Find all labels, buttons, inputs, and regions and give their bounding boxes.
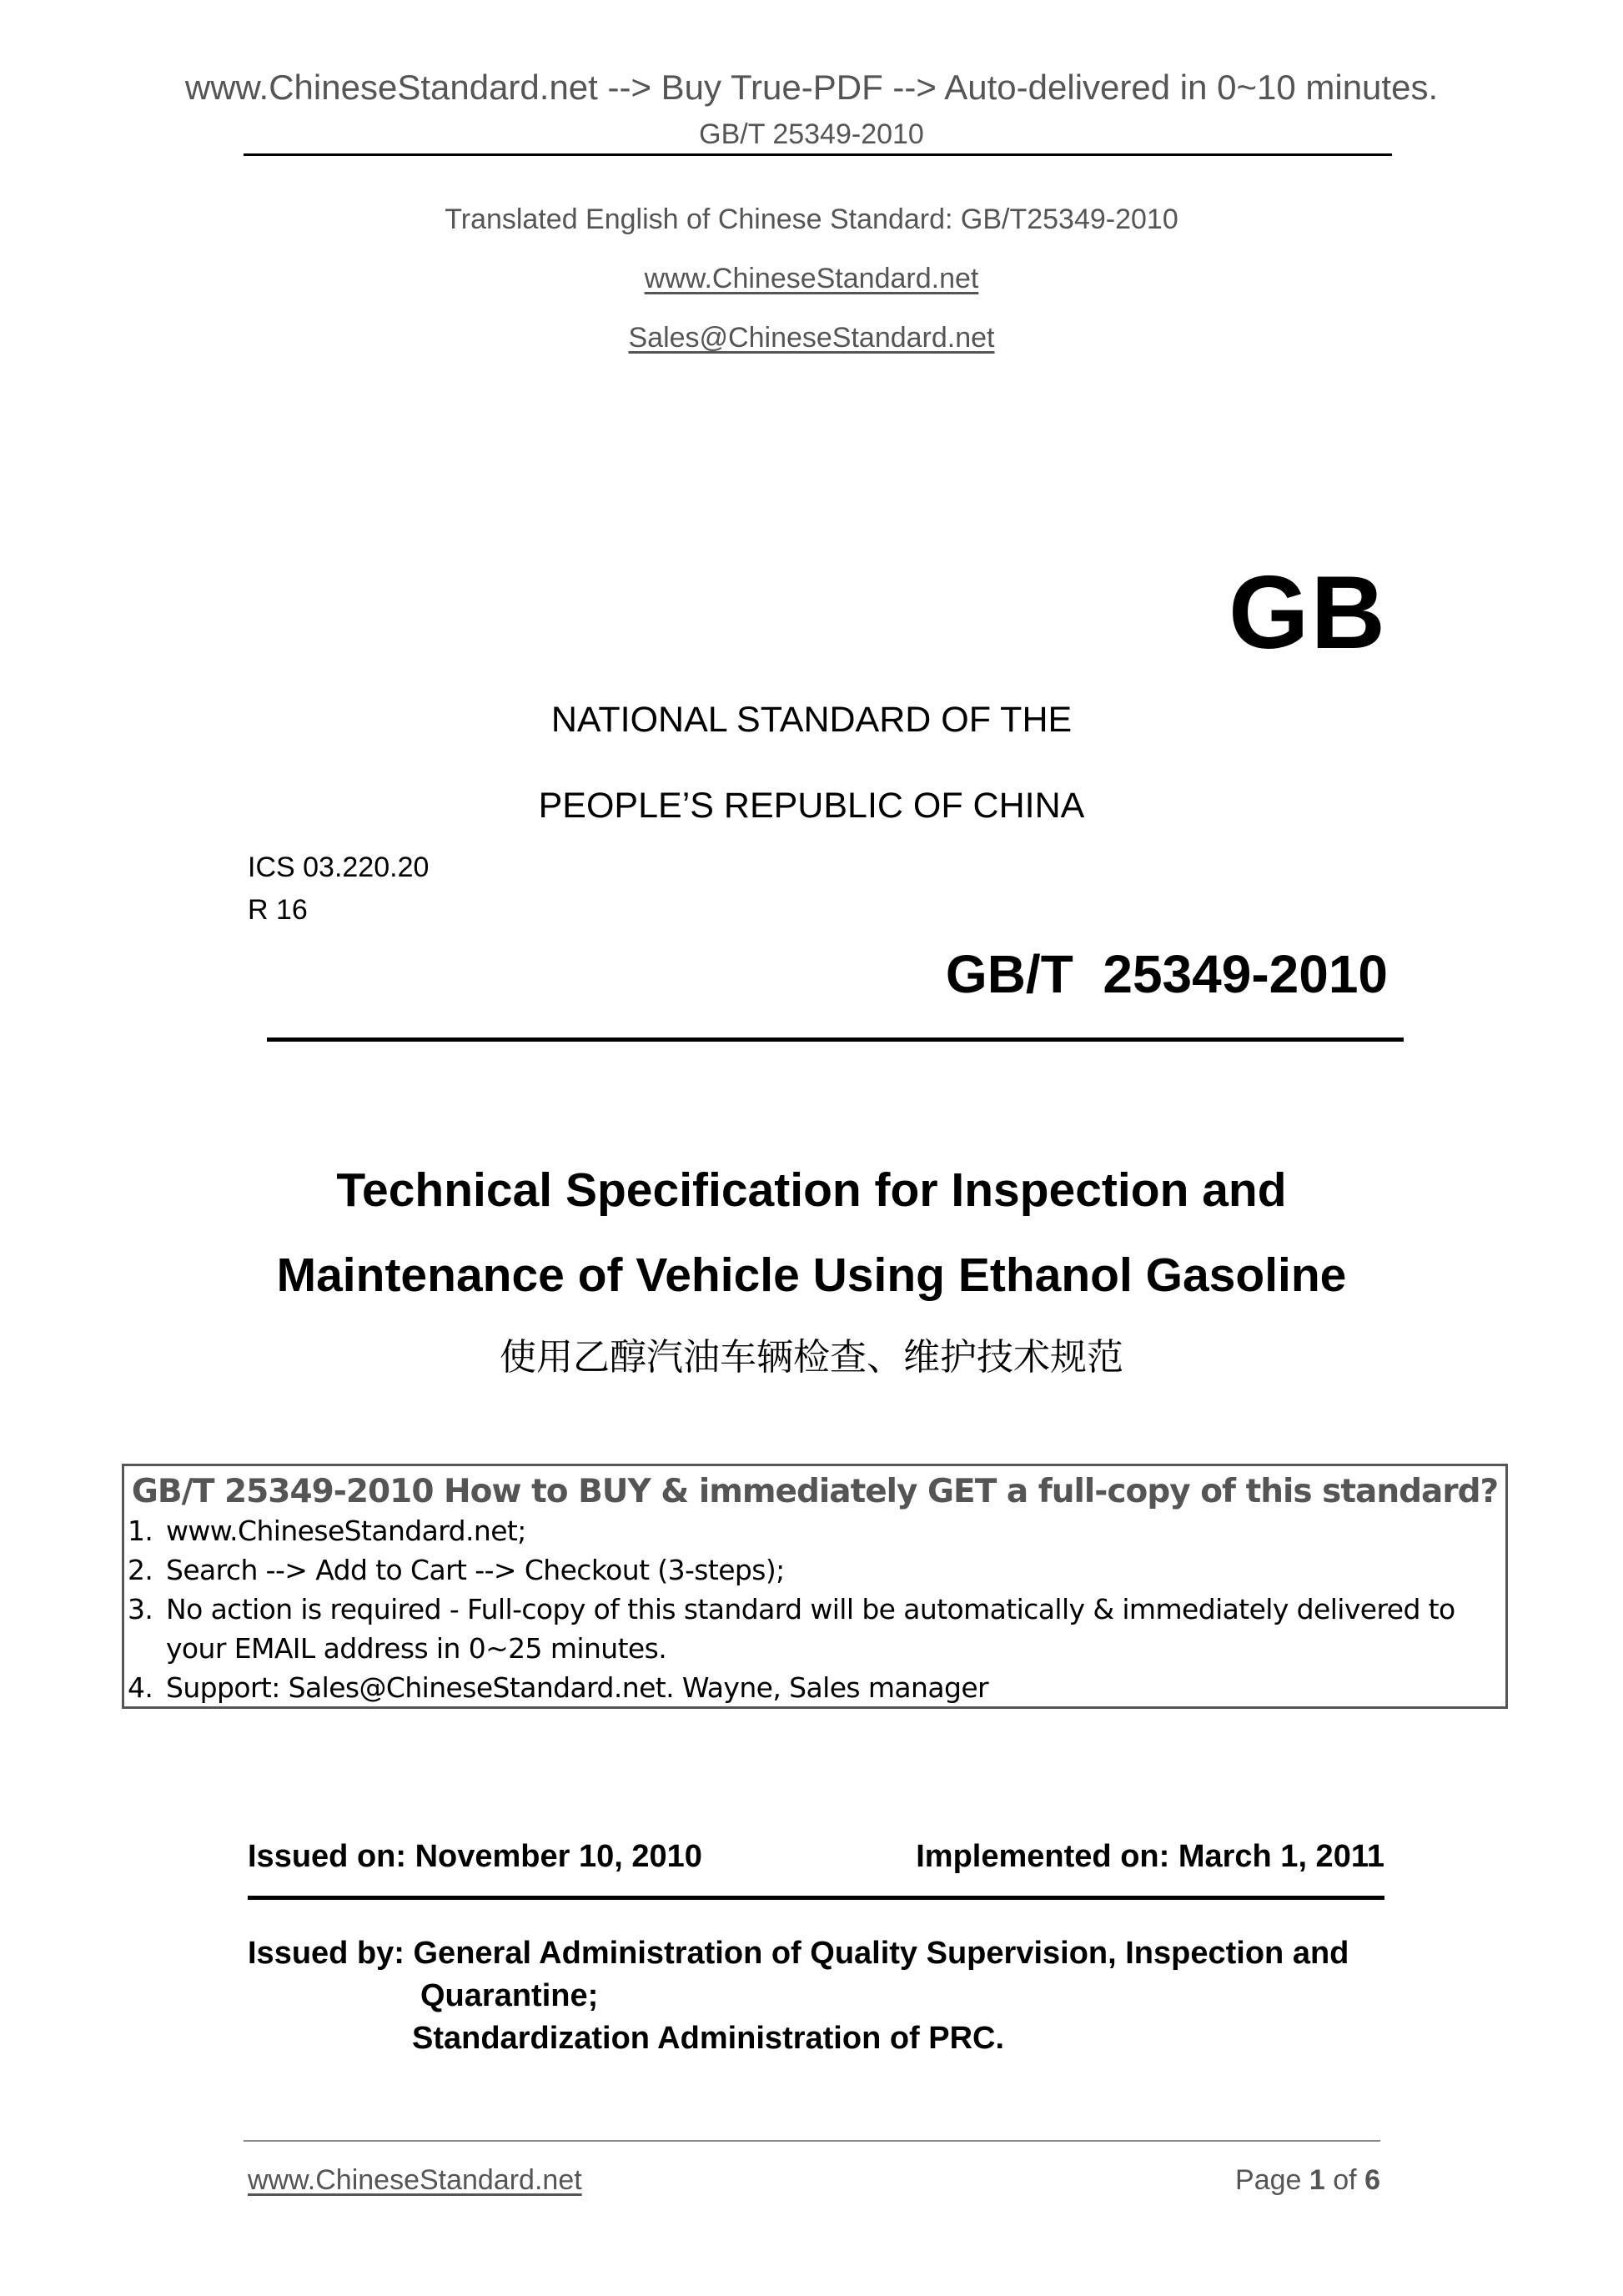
translated-line: Translated English of Chinese Standard: GB/T25349-2010 <box>445 203 1178 235</box>
step-number: 1. <box>128 1515 153 1547</box>
purchase-info-box <box>122 1464 1508 1709</box>
step-number: 2. <box>128 1554 153 1586</box>
step-text: No action is required - Full-copy of this standard will be automatically & immediately delivered to <box>166 1593 1455 1625</box>
page-of: of <box>1324 2164 1365 2196</box>
purchase-step-3-continuation: your EMAIL address in 0~25 minutes. <box>166 1632 667 1665</box>
issue-divider <box>248 1896 1384 1900</box>
issued-by-line2: Quarantine; <box>420 1978 599 2013</box>
issued-on-date: Issued on: November 10, 2010 <box>248 1839 702 1874</box>
page-current: 1 <box>1309 2164 1325 2196</box>
page-prefix: Page <box>1235 2164 1309 2196</box>
header-divider <box>244 153 1392 156</box>
implemented-on-date: Implemented on: March 1, 2011 <box>916 1839 1384 1874</box>
step-text[interactable]: Support: Sales@ChineseStandard.net. Wayne, Sales manager <box>166 1671 989 1704</box>
site-link-row <box>0 262 1623 295</box>
sales-email-row <box>0 321 1623 354</box>
page-indicator <box>1235 2163 1380 2197</box>
step-text: Search --> Add to Cart --> Checkout (3-steps); <box>166 1554 785 1586</box>
purchase-step-1 <box>128 1515 526 1548</box>
purchase-step-2 <box>128 1554 785 1587</box>
classification-code: R 16 <box>248 894 308 926</box>
document-title-line2: Maintenance of Vehicle Using Ethanol Gasoline <box>276 1248 1347 1302</box>
standard-number: GB/T 25349-2010 <box>945 944 1388 1004</box>
header-banner: www.ChineseStandard.net --> Buy True-PDF --> Auto-delivered in 0~10 minutes. <box>184 68 1439 107</box>
national-standard-line1: NATIONAL STANDARD OF THE <box>550 700 1073 740</box>
step-number: 4. <box>128 1671 153 1704</box>
national-standard-line2: PEOPLE’S REPUBLIC OF CHINA <box>538 786 1085 826</box>
header-standard-code: GB/T 25349-2010 <box>699 118 924 150</box>
step-number: 3. <box>128 1593 153 1625</box>
step-text[interactable]: www.ChineseStandard.net; <box>166 1515 526 1547</box>
footer-divider <box>244 2140 1380 2142</box>
standard-number-divider <box>267 1037 1404 1042</box>
purchase-step-3 <box>128 1593 1455 1626</box>
issued-by-line3: Standardization Administration of PRC. <box>412 2021 1005 2056</box>
issued-by-line1: Issued by: General Administration of Quality Supervision, Inspection and <box>248 1936 1349 1971</box>
purchase-box-title: GB/T 25349-2010 How to BUY & immediately GET a full-copy of this standard? <box>131 1473 1499 1510</box>
document-title-chinese: 使用乙醇汽油车辆检查、维护技术规范 <box>500 1336 1123 1379</box>
page-total: 6 <box>1364 2164 1380 2196</box>
gb-logo: GB <box>1229 555 1387 671</box>
ics-code: ICS 03.220.20 <box>248 852 430 883</box>
footer-site-link[interactable]: www.ChineseStandard.net <box>248 2164 582 2196</box>
sales-email-link[interactable]: Sales@ChineseStandard.net <box>628 322 995 354</box>
footer-site-row <box>248 2163 582 2197</box>
purchase-step-4 <box>128 1671 988 1705</box>
site-link[interactable]: www.ChineseStandard.net <box>644 263 979 294</box>
document-title-line1: Technical Specification for Inspection and <box>336 1163 1287 1217</box>
